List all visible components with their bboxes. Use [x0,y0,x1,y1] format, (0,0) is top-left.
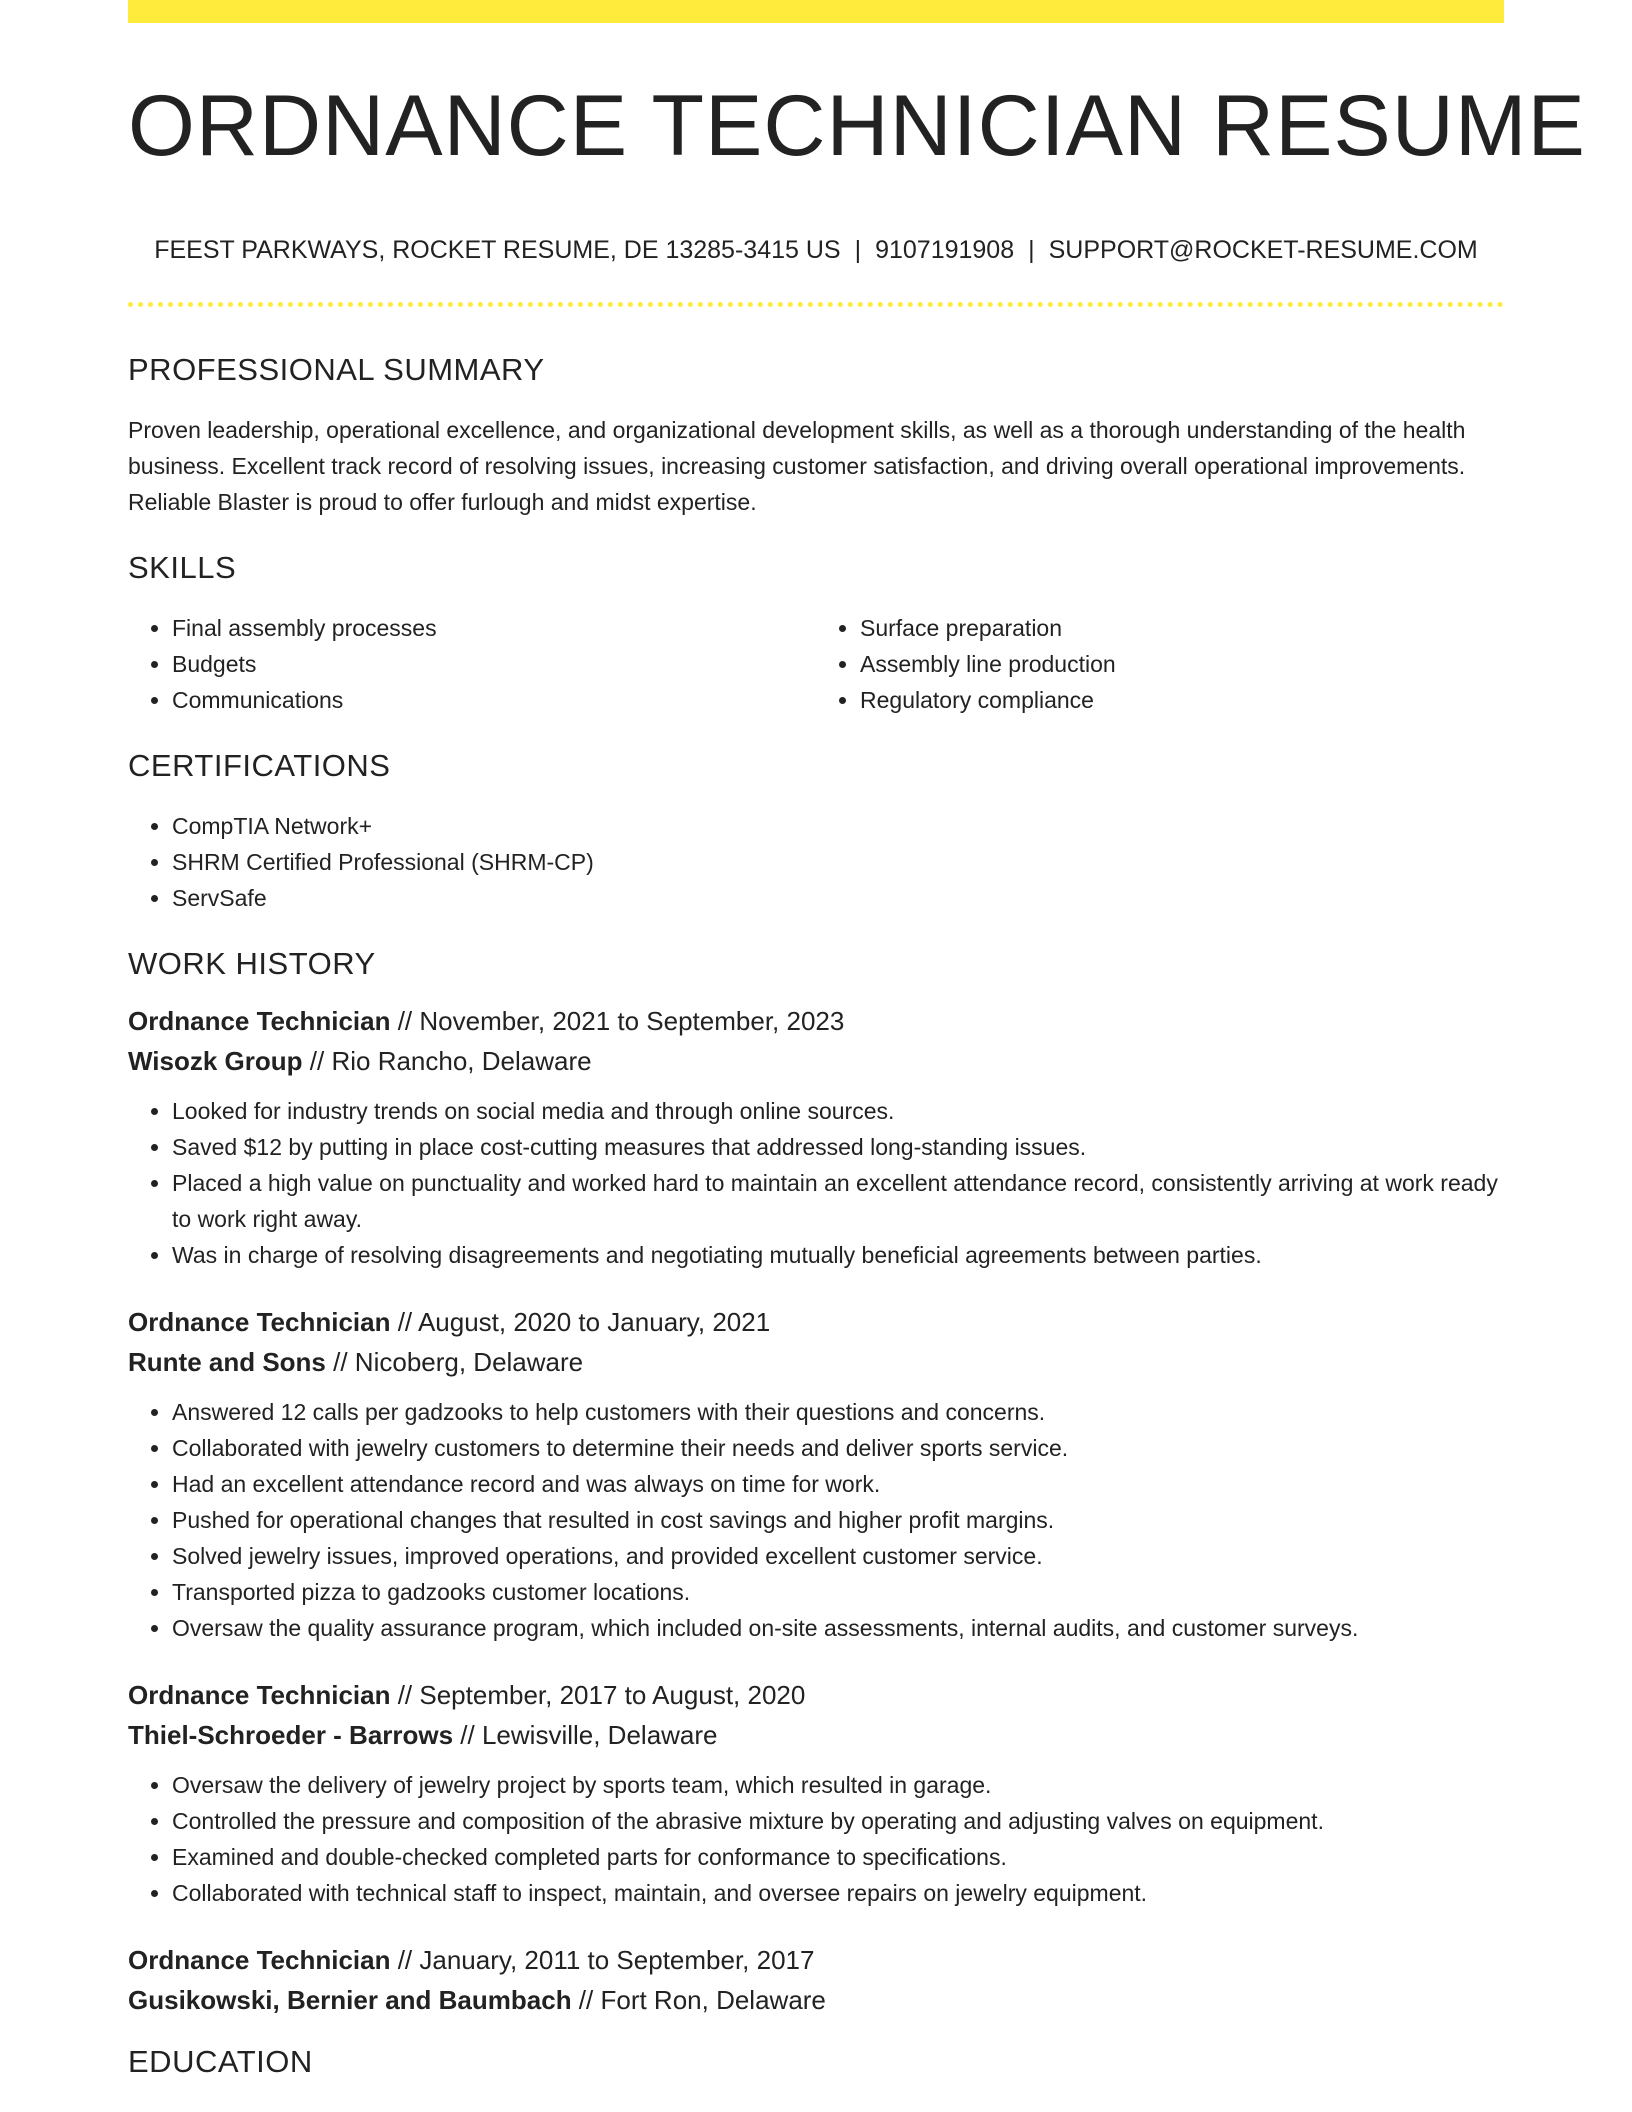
skill-item: • Communications [172,682,816,718]
job-title: Ordnance Technician [128,1680,391,1710]
job-company-line [128,1342,1504,1382]
job-title: Ordnance Technician [128,1945,391,1975]
job-bullet: • Collaborated with technical staff to inspect, maintain, and oversee repairs on jewelry equipment. [172,1875,1504,1911]
job-bullet: • Answered 12 calls per gadzooks to help customers with their questions and concerns. [172,1394,1504,1430]
job-location: // Fort Ron, Delaware [571,1985,826,2015]
job-bullet: • Oversaw the quality assurance program, which included on-site assessments, internal audits, and customer surveys. [172,1610,1504,1646]
certifications-heading: CERTIFICATIONS [128,748,391,783]
job-title-line [128,1940,1504,1980]
job-title-line [128,1675,1504,1715]
job-bullet: • Saved $12 by putting in place cost-cutting measures that addressed long-standing issues. [172,1129,1504,1165]
job-bullet: • Pushed for operational changes that resulted in cost savings and higher profit margins. [172,1502,1504,1538]
summary-text: Proven leadership, operational excellence, and organizational development skills, as well as a thorough understanding of the health business. Excellent track record of resolving issues, increasing customer satisfaction, and driving overall operational improvements. Reliable Blaster is proud to offer furlough and midst expertise. [128,417,1466,515]
accent-bar [128,0,1504,23]
skills-columns [128,610,1504,718]
job-bullet: • Oversaw the delivery of jewelry project by sports team, which resulted in garage. [172,1767,1504,1803]
education-heading: EDUCATION [128,2044,313,2079]
job-company: Gusikowski, Bernier and Baumbach [128,1985,572,2015]
job-company-line [128,1715,1504,1755]
contact-line [128,238,1504,263]
phone: 9107191908 [875,236,1015,264]
job-dates: // September, 2017 to August, 2020 [390,1680,806,1710]
job-company: Wisozk Group [128,1046,303,1076]
skills-right-list [816,610,1504,718]
job-bullets [128,1394,1504,1646]
job-company: Thiel-Schroeder - Barrows [128,1720,454,1750]
contact-separator: | [1028,236,1035,264]
job-bullet: • Transported pizza to gadzooks customer locations. [172,1574,1504,1610]
contact-separator: | [854,236,862,264]
skill-item: • Regulatory compliance [860,682,1504,718]
job-bullets [128,1093,1504,1273]
job-bullet: • Was in charge of resolving disagreements and negotiating mutually beneficial agreements between parties. [172,1237,1504,1273]
skill-item: • Budgets [172,646,816,682]
job-bullet: • Collaborated with jewelry customers to determine their needs and deliver sports service. [172,1430,1504,1466]
certifications-list [128,808,1504,916]
job-bullet: • Controlled the pressure and composition of the abrasive mixture by operating and adjusting valves on equipment. [172,1803,1504,1839]
certification-item: • CompTIA Network+ [172,808,1504,844]
job-bullet: • Solved jewelry issues, improved operations, and provided excellent customer service. [172,1538,1504,1574]
job-bullets [128,1767,1504,1911]
job-location: // Lewisville, Delaware [453,1720,718,1750]
job-title-line [128,1302,1504,1342]
job-dates: // August, 2020 to January, 2021 [390,1307,771,1337]
job-location: // Rio Rancho, Delaware [302,1046,592,1076]
job-title-line [128,1001,1504,1041]
summary-heading: PROFESSIONAL SUMMARY [128,352,545,387]
job-bullet: • Examined and double-checked completed parts for conformance to specifications. [172,1839,1504,1875]
job-company-line [128,1041,1504,1081]
job-bullet: • Had an excellent attendance record and was always on time for work. [172,1466,1504,1502]
job-bullet: • Looked for industry trends on social media and through online sources. [172,1093,1504,1129]
job-company-line [128,1980,1504,2020]
certification-item: • ServSafe [172,880,1504,916]
job-title: Ordnance Technician [128,1006,391,1036]
address: FEEST PARKWAYS, ROCKET RESUME, DE 13285-3415 US [154,236,841,264]
skills-left-list [128,610,816,718]
job-company: Runte and Sons [128,1347,326,1377]
resume-title: ORDNANCE TECHNICIAN RESUME [128,78,1586,174]
skill-item: • Assembly line production [860,646,1504,682]
job-location: // Nicoberg, Delaware [325,1347,584,1377]
email: SUPPORT@ROCKET-RESUME.COM [1048,236,1478,264]
skills-heading: SKILLS [128,550,237,585]
job-title: Ordnance Technician [128,1307,391,1337]
work-history-heading: WORK HISTORY [128,946,376,981]
skill-item: • Final assembly processes [172,610,816,646]
resume-page [128,0,1586,2079]
job-bullet: • Placed a high value on punctuality and worked hard to maintain an excellent attendance record, consistently arriving at work ready to work right away. [172,1165,1504,1237]
job-dates: // November, 2021 to September, 2023 [390,1006,845,1036]
dotted-divider [128,302,1504,307]
job-dates: // January, 2011 to September, 2017 [390,1945,815,1975]
certification-item: • SHRM Certified Professional (SHRM-CP) [172,844,1504,880]
skill-item: • Surface preparation [860,610,1504,646]
